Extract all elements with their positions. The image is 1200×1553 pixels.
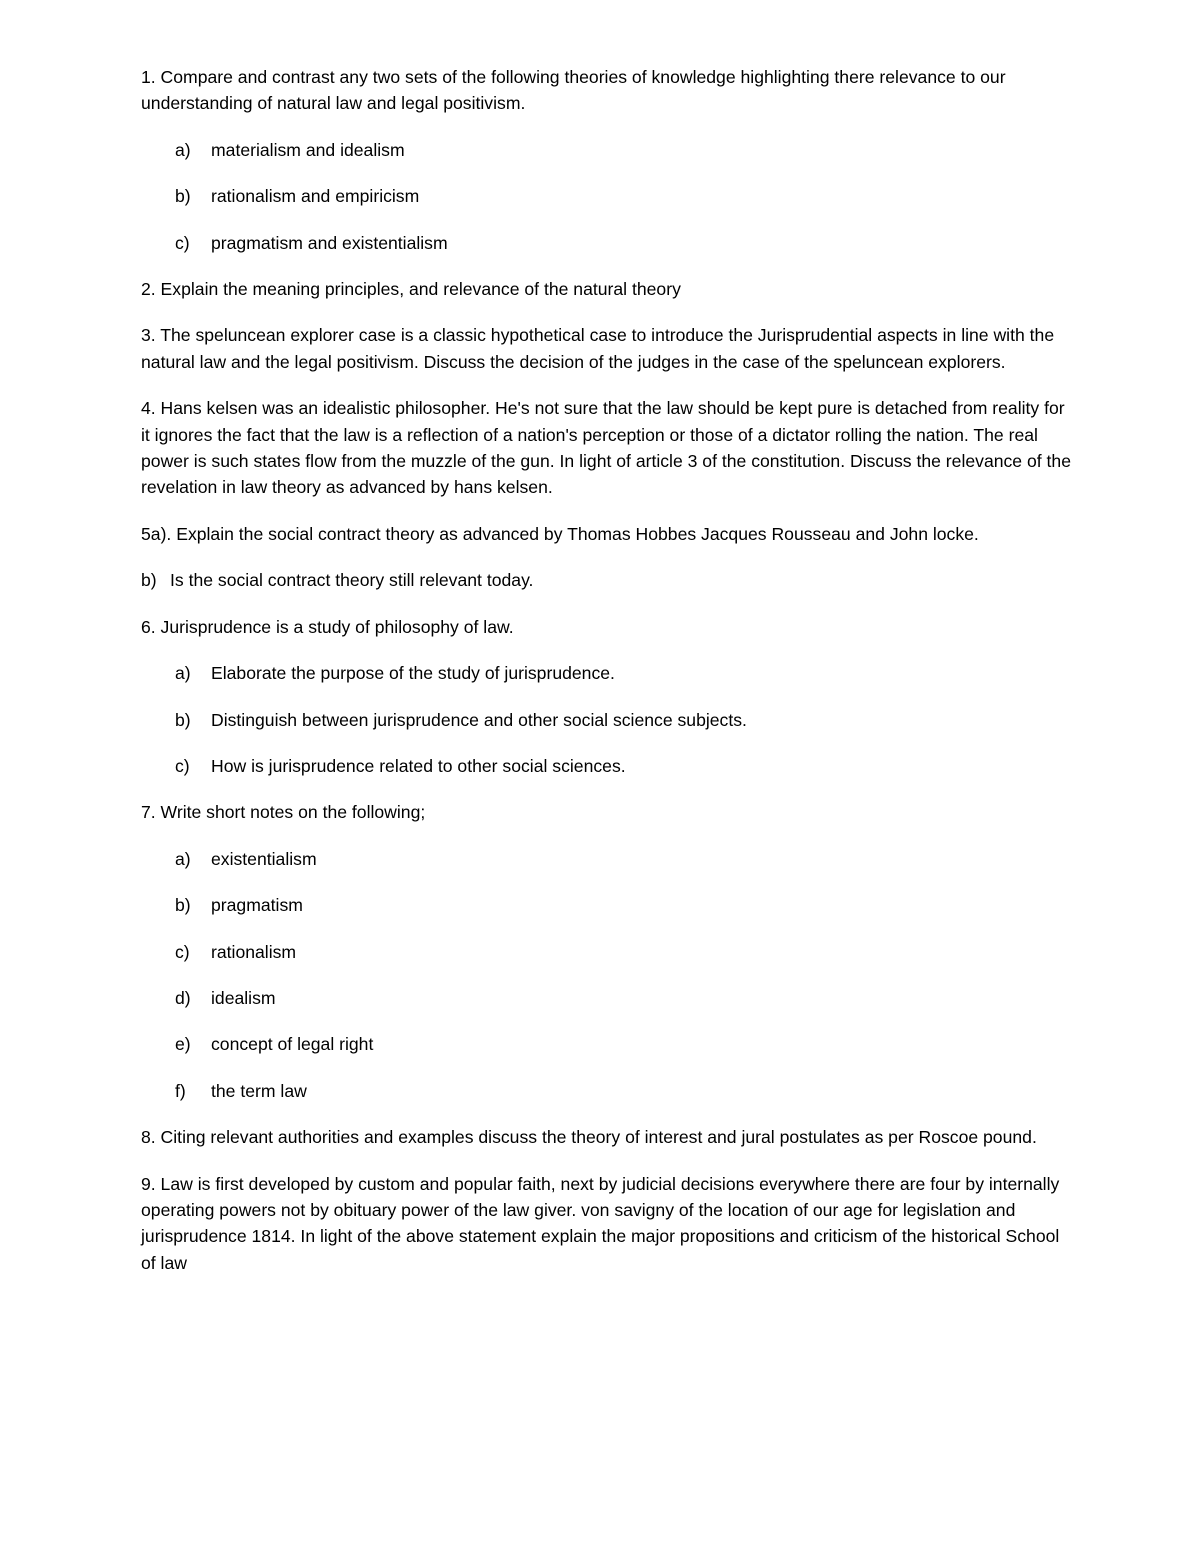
list-item-text: How is jurisprudence related to other social sciences. <box>211 755 626 776</box>
list-item-text: materialism and idealism <box>211 139 405 160</box>
list-item <box>175 753 1071 779</box>
question-6-options <box>141 660 1071 779</box>
list-item <box>175 183 1071 209</box>
list-item-text: concept of legal right <box>211 1034 374 1055</box>
question-7-options <box>141 846 1071 1104</box>
question-5a: 5a). Explain the social contract theory as advanced by Thomas Hobbes Jacques Rousseau and John locke. <box>141 523 979 544</box>
list-marker: c) <box>175 232 190 253</box>
list-item <box>175 137 1071 163</box>
list-item-text: the term law <box>211 1080 307 1101</box>
list-marker: c) <box>175 941 190 962</box>
question-6: 6. Jurisprudence is a study of philosophy of law. <box>141 616 514 637</box>
list-item-text: rationalism and empiricism <box>211 186 420 207</box>
list-item <box>175 1031 1071 1057</box>
list-item-text: existentialism <box>211 848 317 869</box>
list-marker: a) <box>175 848 191 869</box>
list-marker: b) <box>141 570 157 591</box>
list-marker: f) <box>175 1080 186 1101</box>
question-3: 3. The speluncean explorer case is a classic hypothetical case to introduce the Jurisprudential aspects in line with the natural law and the legal positivism. Discuss the decision of the judges in the case of the speluncean explorers. <box>141 325 1055 372</box>
list-item-text: pragmatism <box>211 895 303 916</box>
list-item <box>175 707 1071 733</box>
list-item-text: pragmatism and existentialism <box>211 232 448 253</box>
question-5b <box>141 567 1071 593</box>
question-1-options <box>141 137 1071 256</box>
question-9: 9. Law is first developed by custom and popular faith, next by judicial decisions everywhere there are four by internally operating powers not by obituary power of the law giver. von savigny of the location of our age for legislation and jurisprudence 1814. In light of the above statement explain the major propositions and criticism of the historical School of law <box>141 1173 1060 1273</box>
list-item <box>175 985 1071 1011</box>
list-marker: e) <box>175 1034 191 1055</box>
list-marker: c) <box>175 755 190 776</box>
list-item <box>175 1078 1071 1104</box>
list-marker: a) <box>175 663 191 684</box>
list-item <box>175 230 1071 256</box>
list-marker: b) <box>175 709 191 730</box>
list-marker: b) <box>175 186 191 207</box>
list-item <box>175 846 1071 872</box>
question-7: 7. Write short notes on the following; <box>141 802 426 823</box>
list-item-text: Is the social contract theory still relevant today. <box>170 570 534 591</box>
list-marker: b) <box>175 895 191 916</box>
document-content <box>141 64 1071 1296</box>
question-4: 4. Hans kelsen was an idealistic philosopher. He's not sure that the law should be kept pure is detached from reality for it ignores the fact that the law is a reflection of a nation's perception or those of a dictator rolling the nation. The real power is such states flow from the muzzle of the gun. In light of article 3 of the constitution. Discuss the relevance of the revelation in law theory as advanced by hans kelsen. <box>141 398 1072 498</box>
list-item-text: Distinguish between jurisprudence and other social science subjects. <box>211 709 747 730</box>
list-item <box>175 660 1071 686</box>
question-8: 8. Citing relevant authorities and examples discuss the theory of interest and jural postulates as per Roscoe pound. <box>141 1127 1037 1148</box>
question-1: 1. Compare and contrast any two sets of the following theories of knowledge highlighting there relevance to our understanding of natural law and legal positivism. <box>141 67 1006 114</box>
question-2: 2. Explain the meaning principles, and relevance of the natural theory <box>141 279 681 300</box>
list-item-text: rationalism <box>211 941 297 962</box>
list-marker: a) <box>175 139 191 160</box>
list-item <box>175 892 1071 918</box>
list-marker: d) <box>175 987 191 1008</box>
list-item-text: Elaborate the purpose of the study of jurisprudence. <box>211 663 615 684</box>
list-item <box>175 939 1071 965</box>
list-item-text: idealism <box>211 987 276 1008</box>
